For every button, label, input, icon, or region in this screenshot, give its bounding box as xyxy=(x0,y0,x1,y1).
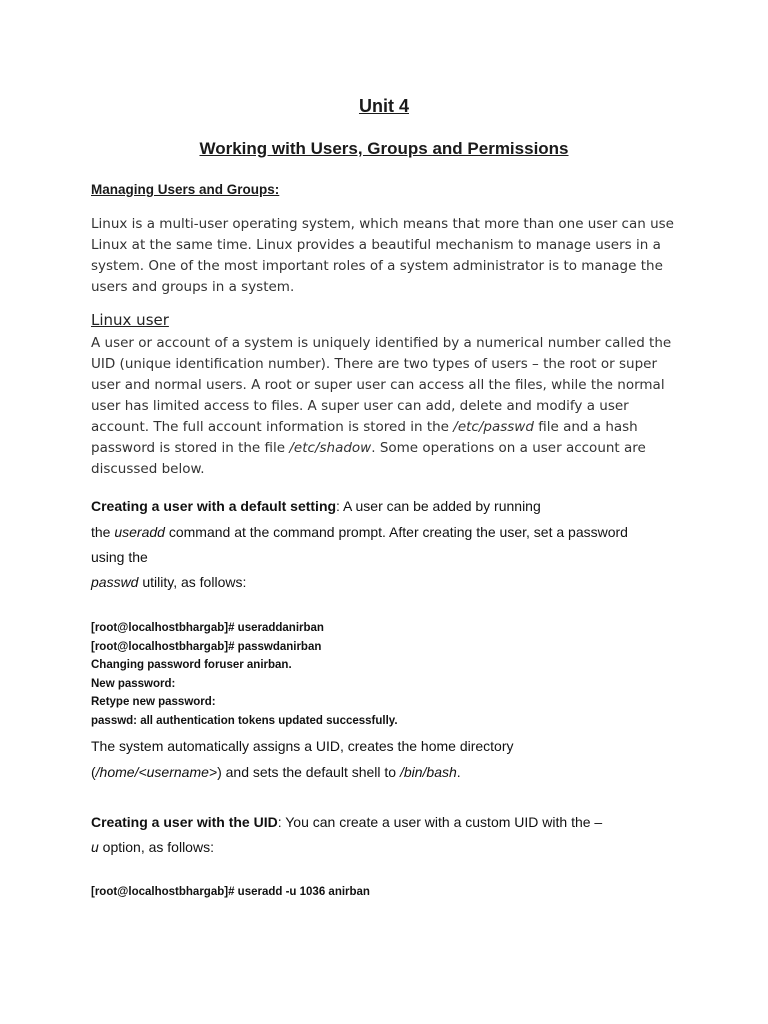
create-uid-line-2 xyxy=(91,839,214,855)
create-default-text-1: : A user can be added by running xyxy=(336,498,541,514)
command-block-1 xyxy=(91,619,398,730)
create-default-text-4: utility, as follows: xyxy=(138,574,247,590)
command-line: [root@localhostbhargab]# passwdanirban xyxy=(91,640,322,653)
home-path: /home/<username> xyxy=(95,764,218,780)
create-default-line-1 xyxy=(91,498,541,514)
intro-paragraph: Linux is a multi-user operating system, which means that more than one user can use Linux at the same time. Linux provides a beautiful mechanism to manage users in a system. One of the most important roles of a system administrator is to manage the users and groups in a system. xyxy=(91,216,674,295)
linux-user-paragraph xyxy=(91,333,681,480)
u-option: u xyxy=(91,839,99,855)
auto-uid-text-2b: ) and sets the default shell to xyxy=(217,764,400,780)
auto-uid-line-1: The system automatically assigns a UID, creates the home directory xyxy=(91,738,514,754)
command-line: passwd: all authentication tokens updated successfully. xyxy=(91,714,398,727)
create-default-line-2 xyxy=(91,524,628,540)
create-uid-text-1: : You can create a user with a custom UID with the – xyxy=(277,814,603,830)
bash-path: /bin/bash xyxy=(399,764,457,780)
auto-uid-line-2 xyxy=(91,764,461,780)
command-line: Retype new password: xyxy=(91,696,216,708)
create-uid-text-2: option, as follows: xyxy=(98,839,214,855)
linux-user-text-3: . Some operations on a user account are discussed below. xyxy=(91,440,646,477)
command-line: [root@localhostbhargab]# useradd -u 1036 anirban xyxy=(91,886,370,898)
create-default-text-2b: command at the command prompt. After creating the user, set a password xyxy=(164,524,628,540)
passwd-path: /etc/passwd xyxy=(453,419,534,435)
useradd-command: useradd xyxy=(114,524,165,540)
page-title: Working with Users, Groups and Permissions xyxy=(199,139,569,158)
linux-user-heading: Linux user xyxy=(91,311,169,329)
command-line: New password: xyxy=(91,677,176,690)
unit-title: Unit 4 xyxy=(358,96,409,116)
command-block-2 xyxy=(91,883,370,902)
linux-user-text-1: A user or account of a system is uniquely identified by a numerical number called the UID (unique identification number). There are two types of users – the root or super user and normal users. A root or super user can access all the files, while the normal user has limited access to files. A super user can add, delete and modify a user account. The full account information is stored in the xyxy=(91,335,672,435)
linux-user-text-2: file and a hash password is stored in the file xyxy=(91,419,638,456)
auto-uid-text-2c: . xyxy=(456,764,461,780)
auto-uid-text-2a: ( xyxy=(91,764,96,780)
passwd-command: passwd xyxy=(91,574,139,590)
create-default-bold: Creating a user with a default setting xyxy=(91,498,337,514)
create-default-line-4 xyxy=(91,574,246,590)
create-uid-line-1 xyxy=(91,814,602,830)
create-default-text-2a: the xyxy=(91,524,115,540)
shadow-path: /etc/shadow xyxy=(289,440,372,456)
command-line: Changing password foruser anirban. xyxy=(91,659,292,671)
command-line: [root@localhostbhargab]# useraddanirban xyxy=(91,622,324,634)
create-default-line-3: using the xyxy=(91,549,148,565)
section-heading: Managing Users and Groups: xyxy=(91,182,280,197)
create-uid-bold: Creating a user with the UID xyxy=(91,814,278,830)
